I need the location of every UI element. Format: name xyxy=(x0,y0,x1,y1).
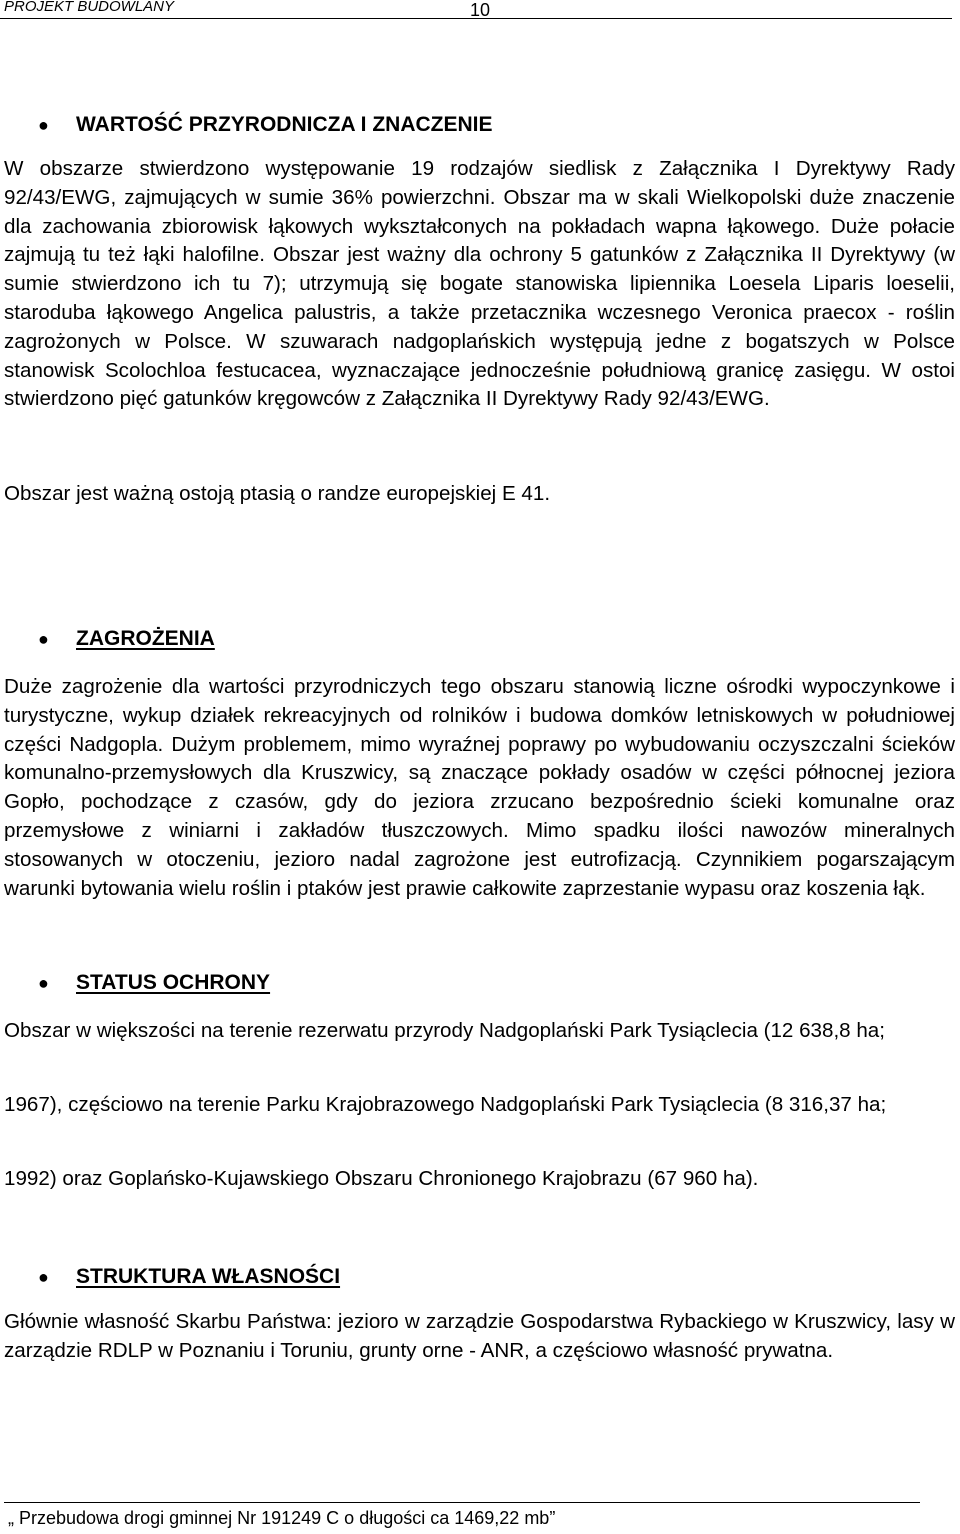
values-paragraph: W obszarze stwierdzono występowanie 19 rodzajów siedlisk z Załącznika I Dyrektywy Rady 92/43/EWG, zajmujących w sumie 36% powierzchni. Obszar ma w skali Wielkopolski duże znaczenie dla zachowania zbiorowisk łąkowych wykształconych na pokładach wapna łąkowego. Duże połacie zajmują tu też łąki halofilne. Obszar jest ważny dla ochrony 5 gatunków z Załącznika II Dyrektywy (w sumie stwierdzono ich tu 7); utrzymują się bogate stanowiska lipiennika Loesela Liparis loeselii, staroduba łąkowego Angelica palustris, a także przetacznika wczesnego Veronica praecox - roślin zagrożonych w Polsce. W szuwarach nadgoplańskich występują jedne z bogatszych w Polsce stanowisk Scolochloa festucacea, wyznaczające jednocześnie południową granicę zasięgu. W ostoi stwierdzono pięć gatunków kręgowców z Załącznika II Dyrektywy Rady 92/43/EWG. xyxy=(4,157,955,411)
footer-text: „ Przebudowa drogi gminnej Nr 191249 C o długości ca 1469,22 mb” xyxy=(8,1508,556,1528)
section-heading-values xyxy=(38,111,493,139)
section-heading-text: ZAGROŻENIA xyxy=(76,627,215,650)
page-number: 10 xyxy=(470,0,491,20)
section-heading-ownership xyxy=(38,1263,340,1291)
ownership-paragraph: Głównie własność Skarbu Państwa: jezioro w zarządzie Gospodarstwa Rybackiego w Kruszwicy, lasy w zarządzie RDLP w Poznaniu i Toruniu, grunty orne - ANR, a częściowo własność prywatna. xyxy=(4,1310,955,1362)
page-header xyxy=(0,0,960,20)
section-heading-text: STRUKTURA WŁASNOŚCI xyxy=(76,1265,341,1288)
bullet-icon: ● xyxy=(38,1267,49,1287)
header-document-title: PROJEKT BUDOWLANY xyxy=(4,0,175,15)
values-paragraph-birds: Obszar jest ważną ostoją ptasią o randze europejskiej E 41. xyxy=(4,482,551,505)
header-divider xyxy=(0,18,952,19)
threats-paragraph: Duże zagrożenie dla wartości przyrodniczych tego obszaru stanowią liczne ośrodki wypoczynkowe i turystyczne, wykup działek rekreacyjnych od rolników i budowa domków letniskowych w południowej części Nadgopla. Dużym problemem, mimo wyraźnej poprawy po wybudowaniu oczyszczalni ścieków komunalno-przemysłowych dla Kruszwicy, są znaczące pokłady osadów w części północnej jeziora Gopło, pochodzące z czasów, gdy do jeziora zrzucano bezpośrednio ścieki komunalne oraz przemysłowe z winiarni i zakładów tłuszczowych. Mimo spadku ilości nawozów mineralnych stosowanych w otoczeniu, jezioro nadal zagrożone jest eutrofizacją. Czynnikiem pogarszającym warunki bytowania wielu roślin i ptaków jest prawie całkowite zaprzestanie wypasu oraz koszenia łąk. xyxy=(4,675,955,900)
bullet-icon: ● xyxy=(38,115,49,135)
protection-paragraph-2: 1967), częściowo na terenie Parku Krajobrazowego Nadgoplański Park Tysiąclecia (8 316,37 ha; xyxy=(4,1093,887,1116)
bullet-icon: ● xyxy=(38,973,49,993)
protection-paragraph-1: Obszar w większości na terenie rezerwatu przyrody Nadgoplański Park Tysiąclecia (12 638,8 ha; xyxy=(4,1019,885,1042)
protection-paragraph-3: 1992) oraz Goplańsko-Kujawskiego Obszaru Chronionego Krajobrazu (67 960 ha). xyxy=(4,1167,759,1190)
footer-divider xyxy=(4,1502,920,1503)
section-heading-protection xyxy=(38,969,270,997)
section-heading-text: STATUS OCHRONY xyxy=(76,971,271,994)
bullet-icon: ● xyxy=(38,629,49,649)
section-heading-text: WARTOŚĆ PRZYRODNICZA I ZNACZENIE xyxy=(76,113,493,136)
section-heading-threats xyxy=(38,625,215,653)
